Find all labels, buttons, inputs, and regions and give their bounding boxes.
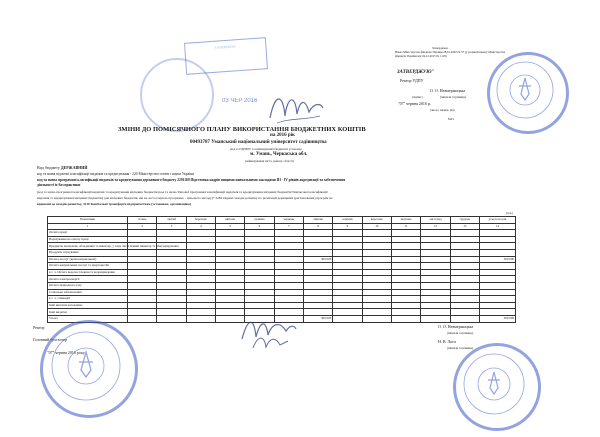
table-number-cell: 9 <box>333 223 362 230</box>
table-cell <box>186 230 215 237</box>
table-cell <box>274 302 303 309</box>
table-cell <box>421 243 450 250</box>
city-line: м. Умань, Черкаська обл. <box>250 152 308 157</box>
table-cell <box>362 296 391 303</box>
table-cell <box>274 230 303 237</box>
table-cell <box>128 289 157 296</box>
table-cell <box>157 289 186 296</box>
table-cell <box>274 289 303 296</box>
table-cell <box>333 289 362 296</box>
table-row <box>48 269 516 276</box>
table-cell <box>274 249 303 256</box>
unit-label: (грн.) <box>506 211 514 215</box>
table-cell <box>450 296 479 303</box>
table-cell <box>215 269 244 276</box>
row-label: Оплата природного газу <box>48 282 128 289</box>
table-cell <box>157 276 186 283</box>
table-cell <box>245 296 274 303</box>
cell-july <box>303 269 332 276</box>
table-cell <box>128 263 157 270</box>
table-cell <box>421 263 450 270</box>
cell-total <box>480 289 516 296</box>
row-label: Оплата комунальних послуг та енергоносіїв <box>48 263 128 270</box>
table-row <box>48 230 516 237</box>
table-cell <box>157 249 186 256</box>
approve-name: О. О. Невмержицька <box>430 88 466 93</box>
table-cell <box>362 230 391 237</box>
approve-sign-hint: (підпис) <box>412 95 423 99</box>
table-header-cell: серпень <box>333 217 362 224</box>
table-cell <box>186 282 215 289</box>
local-budget-line-3: віднесені до заходів розвитку, 3210 Капітальні трансферти підприємствам (установам, організаціям) <box>37 202 191 206</box>
table-row <box>48 263 516 270</box>
table-cell <box>245 302 274 309</box>
table-cell <box>215 302 244 309</box>
cell-july <box>303 276 332 283</box>
rector-name: О. О. Невмержицька <box>438 324 474 329</box>
table-cell <box>450 315 479 322</box>
table-cell <box>362 315 391 322</box>
table-cell <box>333 236 362 243</box>
table-cell <box>186 269 215 276</box>
table-cell <box>186 256 215 263</box>
table-cell <box>215 249 244 256</box>
table-cell <box>333 302 362 309</box>
table-cell <box>186 263 215 270</box>
table-cell <box>362 309 391 316</box>
table-cell <box>215 289 244 296</box>
table-row <box>48 302 516 309</box>
table-cell <box>362 236 391 243</box>
table-cell <box>274 282 303 289</box>
table-cell <box>450 230 479 237</box>
table-cell <box>186 243 215 250</box>
table-cell <box>333 249 362 256</box>
approve-position: Ректор УДПУ <box>400 78 424 83</box>
local-budget-line-2: видатків та кредитування місцевих бюджетів) для місцевих бюджетів, які не застосовують програмно - цільового методу)* 2282 Окремі заходи розвитку по реалізації державних (регіональних) програм не <box>37 196 333 200</box>
institution-line: 00493787 Уманський національний університет садівництва <box>190 140 327 145</box>
table-cell <box>391 243 420 250</box>
cell-july <box>303 282 332 289</box>
table-cell <box>157 315 186 322</box>
table-cell <box>391 256 420 263</box>
stamp-date: 03 ЧЕР 2016 <box>222 98 258 104</box>
table-cell <box>157 269 186 276</box>
signature-accountant <box>250 333 290 353</box>
stamp-top-text: ЗАТВЕРДЖЕНО <box>214 44 237 50</box>
table-cell <box>128 276 157 283</box>
table-cell <box>421 269 450 276</box>
table-header-cell: усього на рік <box>480 217 516 224</box>
table-cell <box>245 230 274 237</box>
table-cell <box>391 236 420 243</box>
approval-note-line: фінансів України від 04.12.2015 № 1118) <box>395 54 447 58</box>
table-cell <box>362 269 391 276</box>
approve-mp: М.П. <box>448 117 455 121</box>
table-cell <box>391 289 420 296</box>
row-label: Оплата послуг (крім комунальних) <box>48 256 128 263</box>
table-cell <box>128 302 157 309</box>
table-cell <box>421 309 450 316</box>
table-cell <box>362 256 391 263</box>
table-cell <box>186 249 215 256</box>
table-cell <box>362 282 391 289</box>
document-title: ЗМІНИ ДО ПОМІСЯЧНОГО ПЛАНУ ВИКОРИСТАННЯ БЮДЖЕТНИХ КОШТІВ <box>118 126 366 133</box>
cell-total <box>480 230 516 237</box>
table-header-cell: Показники <box>48 217 128 224</box>
table-cell <box>450 269 479 276</box>
cell-july <box>303 302 332 309</box>
accountant-name: Н. В. Лиса <box>438 339 457 344</box>
program-line-2: діяльності їх баз практики <box>37 183 81 187</box>
row-label: Оплата праці <box>48 230 128 237</box>
table-cell <box>450 243 479 250</box>
table-cell <box>274 236 303 243</box>
table-cell <box>362 249 391 256</box>
table-cell <box>333 269 362 276</box>
table-cell <box>333 282 362 289</box>
table-cell <box>215 230 244 237</box>
cell-july <box>303 230 332 237</box>
table-cell <box>421 289 450 296</box>
table-cell <box>186 302 215 309</box>
row-label: Предмети, матеріали, обладнання та інвентар, у тому числі м'який інвентар та обмундирування <box>49 243 179 248</box>
table-cell <box>128 296 157 303</box>
table-cell <box>157 236 186 243</box>
ministry-line: код та назва відомчої класифікації видатків та кредитування - 220 Міністерство освіти і науки України <box>37 172 195 176</box>
city-hint: (найменування міста, району, області) <box>245 159 294 163</box>
table-cell <box>391 249 420 256</box>
table-cell <box>245 243 274 250</box>
cell-total <box>480 296 516 303</box>
round-seal-top-left <box>140 58 214 132</box>
table-cell <box>157 263 186 270</box>
table-number-cell: 3 <box>157 223 186 230</box>
table-cell <box>450 236 479 243</box>
table-cell <box>215 263 244 270</box>
row-label: Соціальне забезпечення <box>48 289 128 296</box>
table-cell <box>421 236 450 243</box>
table-cell <box>450 289 479 296</box>
table-cell <box>215 276 244 283</box>
table-number-cell: 12 <box>421 223 450 230</box>
signature-top <box>265 88 325 128</box>
table-cell <box>362 276 391 283</box>
table-cell <box>421 302 450 309</box>
budget-type-value: ДЕРЖАВНИЙ <box>60 165 88 170</box>
table-cell <box>215 282 244 289</box>
table-header-cell: листопад <box>421 217 450 224</box>
table-cell <box>450 263 479 270</box>
table-number-cell: 8 <box>303 223 332 230</box>
table-cell <box>450 302 479 309</box>
table-cell <box>186 289 215 296</box>
table-cell <box>421 282 450 289</box>
institution-hint: (код за ЄДРПОУ та найменування бюджетної установи) <box>230 147 302 151</box>
row-label: в т. ч. Оплата водопостачання та водовідведення <box>48 269 128 276</box>
table-header-cell: лютий <box>157 217 186 224</box>
row-label: Інші виплати населенню <box>48 302 128 309</box>
table-cell <box>333 296 362 303</box>
approve-initials-hint: (ініціали і прізвище) <box>440 95 467 99</box>
table-cell <box>157 296 186 303</box>
approve-date: "07" червня 2016 р. <box>398 101 431 106</box>
rector-label: Ректор <box>33 325 45 330</box>
table-cell <box>391 276 420 283</box>
program-line: код та назва програмної класифікації видатків та кредитування державного бюджету 2201160 Підготовка кадрів вищими навчальними закладами III - IV рівнів акредитації та забезпечення <box>37 178 346 182</box>
table-row <box>48 296 516 303</box>
table-cell <box>157 256 186 263</box>
table-row <box>48 256 516 263</box>
round-seal-bottom-right <box>453 343 541 431</box>
table-cell <box>186 296 215 303</box>
table-cell <box>391 269 420 276</box>
table-cell <box>333 256 362 263</box>
table-header-row <box>48 217 516 224</box>
table-cell <box>362 263 391 270</box>
table-header-cell: липень <box>303 217 332 224</box>
round-seal-top-right <box>487 52 569 134</box>
table-cell <box>215 296 244 303</box>
table-cell <box>333 276 362 283</box>
table-cell <box>274 263 303 270</box>
table-cell <box>128 249 157 256</box>
table-cell <box>245 269 274 276</box>
table-cell <box>274 269 303 276</box>
cell-total: 300 000 <box>480 315 516 322</box>
table-cell <box>333 309 362 316</box>
table-cell <box>186 276 215 283</box>
table-cell <box>215 256 244 263</box>
table-row <box>48 243 516 250</box>
table-cell <box>391 315 420 322</box>
table-header-cell: січень <box>128 217 157 224</box>
table-number-cell: 13 <box>450 223 479 230</box>
table-cell <box>362 289 391 296</box>
table-cell <box>128 269 157 276</box>
table-cell <box>391 302 420 309</box>
table-cell <box>215 243 244 250</box>
table-cell <box>128 230 157 237</box>
approve-title: ЗАТВЕРДЖУЮ" <box>397 70 435 75</box>
table-cell <box>450 256 479 263</box>
cell-july <box>303 263 332 270</box>
cell-total <box>480 282 516 289</box>
accountant-label: Головний бухгалтер <box>33 337 68 342</box>
table-cell <box>421 296 450 303</box>
table-cell <box>391 282 420 289</box>
table-cell <box>157 282 186 289</box>
table-cell <box>215 236 244 243</box>
approval-note-line: Наказ Міністерства фінансів України 28.01.2002 № 57 (у редакції наказу Міністерства <box>395 50 506 54</box>
cell-total <box>480 263 516 270</box>
table-cell <box>274 276 303 283</box>
table-row <box>48 276 516 283</box>
table-number-cell: 1 <box>48 223 128 230</box>
table-cell <box>391 263 420 270</box>
table-header-cell: червень <box>274 217 303 224</box>
table-number-cell: 11 <box>391 223 420 230</box>
table-cell <box>421 256 450 263</box>
cell-july <box>303 296 332 303</box>
cell-july: 300 000 <box>303 315 332 322</box>
table-cell <box>333 230 362 237</box>
table-number-cell: 7 <box>274 223 303 230</box>
table-cell <box>333 315 362 322</box>
table-cell <box>450 282 479 289</box>
table-row <box>48 236 516 243</box>
table-cell <box>186 309 215 316</box>
table-cell <box>186 315 215 322</box>
cell-total <box>480 243 516 250</box>
cell-july <box>303 289 332 296</box>
table-cell <box>128 282 157 289</box>
table-cell <box>186 236 215 243</box>
footer-date: "07" червня 2016 року <box>47 350 85 355</box>
cell-july <box>303 309 332 316</box>
cell-total <box>480 269 516 276</box>
cell-july <box>303 243 332 250</box>
cell-total <box>480 309 516 316</box>
table-cell <box>450 249 479 256</box>
row-label: Нарахування на оплату праці <box>48 236 128 243</box>
approve-date-hint: (число, місяць, рік) <box>430 108 455 112</box>
table-cell <box>421 276 450 283</box>
table-cell <box>450 276 479 283</box>
table-cell <box>421 249 450 256</box>
cell-total <box>480 302 516 309</box>
table-number-cell: 2 <box>128 223 157 230</box>
table-number-cell: 5 <box>215 223 244 230</box>
plan-table <box>47 216 516 323</box>
rector-hint: (ініціали і прізвище) <box>447 331 474 335</box>
approval-note-title: Затверджено <box>432 46 449 50</box>
table-row <box>48 289 516 296</box>
table-row <box>48 282 516 289</box>
row-label: Інші видатки <box>48 309 128 316</box>
table-cell <box>421 230 450 237</box>
table-cell <box>128 309 157 316</box>
table-cell <box>333 243 362 250</box>
table-header-cell: грудень <box>450 217 479 224</box>
table-cell <box>128 256 157 263</box>
row-label: Оплата електроенергії <box>48 276 128 283</box>
table-cell <box>362 302 391 309</box>
table-header-cell: жовтень <box>391 217 420 224</box>
round-seal-bottom-left <box>40 320 138 418</box>
cell-july: 300 000 <box>303 256 332 263</box>
table-cell <box>157 302 186 309</box>
table-header-cell: квітень <box>215 217 244 224</box>
table-cell <box>245 289 274 296</box>
accountant-hint: (ініціали і прізвище) <box>447 346 474 350</box>
table-header-cell: березень <box>186 217 215 224</box>
cell-july <box>303 236 332 243</box>
table-row <box>48 249 516 256</box>
local-budget-line: (код та назва програмної класифікації видатків та кредитування місцевих бюджетів (код та назва Типової програмної класифікації видатків та кредитування місцевих бюджетів/Тимчасової класифікації <box>37 190 328 194</box>
table-number-row <box>48 223 516 230</box>
table-cell <box>245 256 274 263</box>
budget-type-label: Вид бюджету <box>37 165 60 170</box>
table-number-cell: 10 <box>362 223 391 230</box>
row-label: в т. ч. стипендії <box>48 296 128 303</box>
table-cell <box>245 263 274 270</box>
table-cell <box>128 236 157 243</box>
table-cell <box>421 315 450 322</box>
row-label: Продукти харчування <box>48 249 128 256</box>
table-cell <box>245 236 274 243</box>
table-cell <box>391 230 420 237</box>
table-header-cell: травень <box>245 217 274 224</box>
table-cell <box>274 296 303 303</box>
row-label: Усього <box>48 315 128 322</box>
table-cell <box>362 243 391 250</box>
table-cell <box>157 230 186 237</box>
table-cell <box>245 276 274 283</box>
document-year: на 2016 рік <box>270 133 295 138</box>
table-cell <box>245 249 274 256</box>
cell-total <box>480 236 516 243</box>
cell-total <box>480 249 516 256</box>
table-cell <box>157 309 186 316</box>
table-number-cell: 14 <box>480 223 516 230</box>
table-cell <box>274 256 303 263</box>
table-number-cell: 6 <box>245 223 274 230</box>
budget-type <box>37 165 87 170</box>
table-cell <box>245 282 274 289</box>
cell-total: 300 000 <box>480 256 516 263</box>
table-cell <box>274 243 303 250</box>
cell-total <box>480 276 516 283</box>
table-cell <box>391 296 420 303</box>
table-cell <box>450 309 479 316</box>
cell-july <box>303 249 332 256</box>
table-cell <box>391 309 420 316</box>
table-cell <box>333 263 362 270</box>
table-number-cell: 4 <box>186 223 215 230</box>
table-header-cell: вересень <box>362 217 391 224</box>
